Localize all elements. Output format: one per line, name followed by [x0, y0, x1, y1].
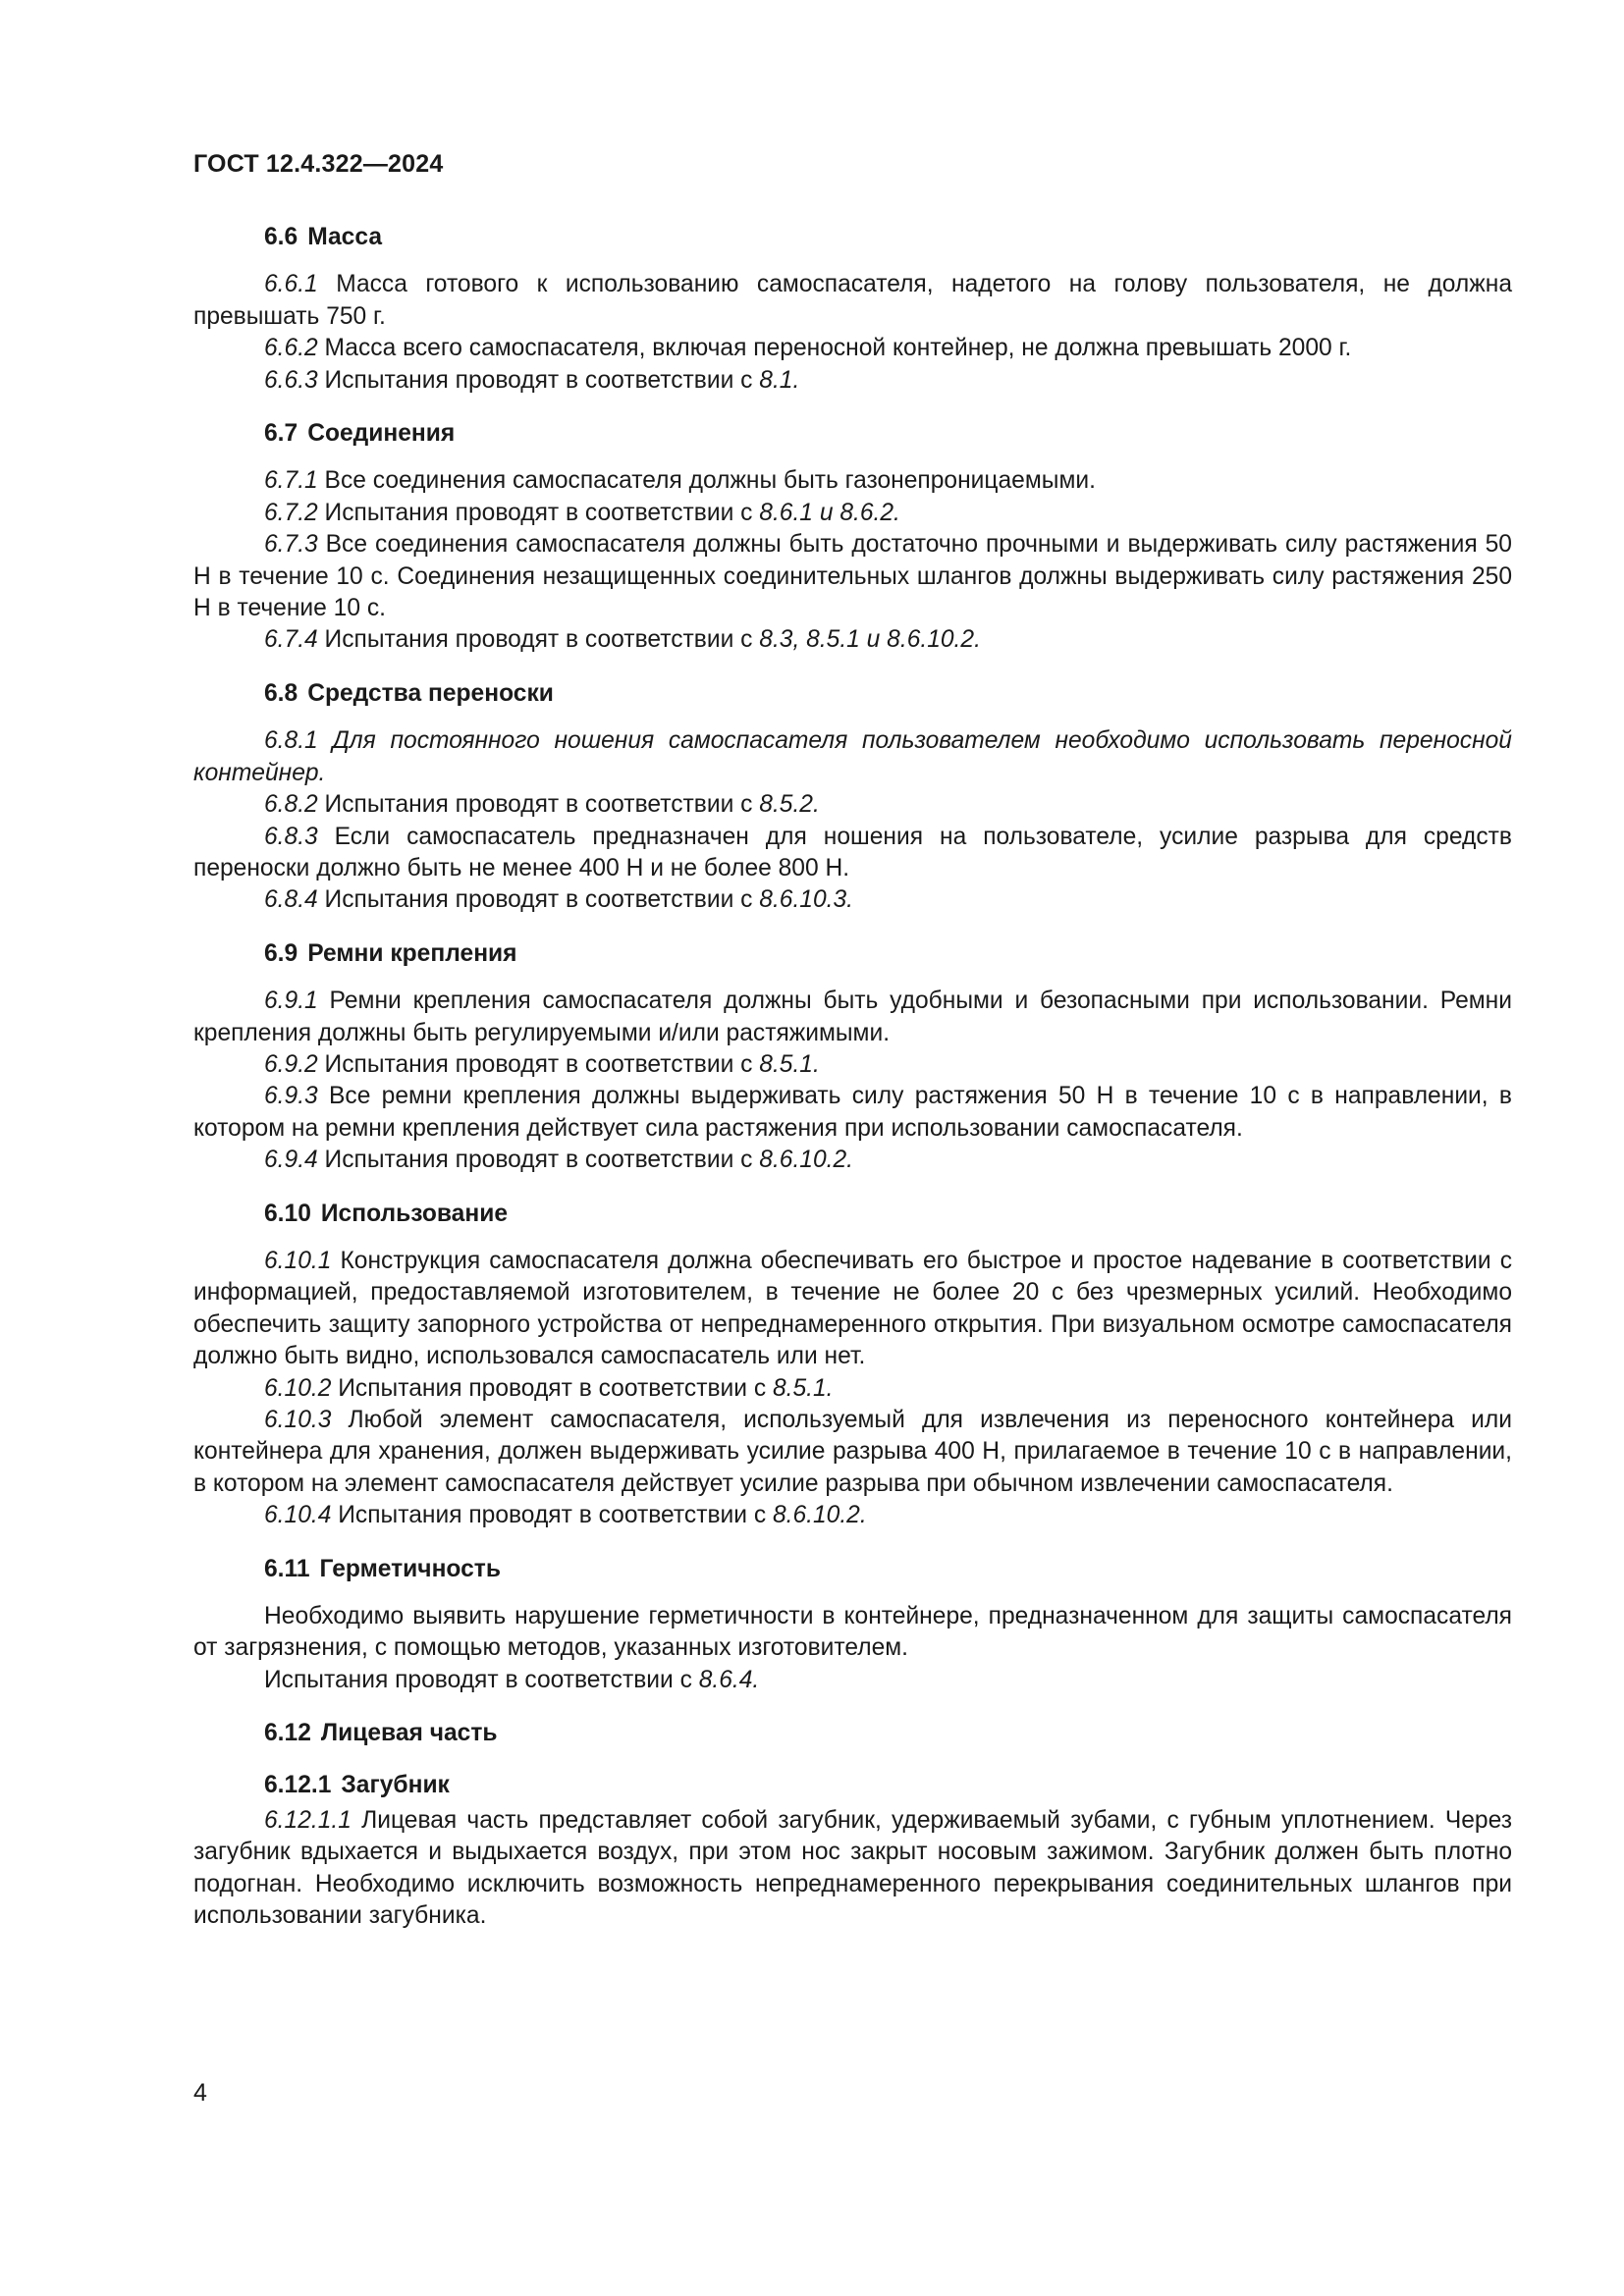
clause-text: Все соединения самоспасателя должны быть газонепроницаемыми. [324, 467, 1096, 495]
clause-paragraph [193, 1500, 1512, 1531]
section-title: Герметичность [319, 1555, 501, 1582]
section-title: Масса [307, 224, 383, 250]
clause-text: Все ремни крепления должны выдерживать силу растяжения 50 Н в течение 10 с в направлении, в котором на ремни крепления действует сила растяжения при использовании самоспасателя. [193, 1083, 1512, 1142]
section-number: 6.12.1 [264, 1771, 332, 1798]
section-heading [193, 1770, 1512, 1801]
section-heading [193, 1199, 1512, 1230]
clause-reference: 8.5.1. [759, 1050, 820, 1078]
clause-reference: 8.6.10.2. [759, 1147, 854, 1174]
clause-paragraph [193, 1049, 1512, 1081]
clause-number: 6.7.1 [264, 467, 318, 495]
clause-paragraph [193, 884, 1512, 916]
section-title: Средства переноски [307, 679, 554, 707]
clause-reference: 8.5.2. [759, 791, 820, 819]
clause-text: Необходимо выявить нарушение герметичности в контейнере, предназначенном для защиты самоспасателя от загрязнения, с помощью методов, указанных изготовителем. [193, 1603, 1512, 1662]
clause-text: Испытания проводят в соответствии с [324, 499, 753, 526]
section-title: Соединения [307, 420, 456, 448]
clause-text: Испытания проводят в соответствии с [324, 1050, 753, 1078]
clause-number: 6.8.2 [264, 791, 318, 819]
clause-text: Испытания проводят в соответствии с [324, 366, 753, 394]
clause-paragraph [193, 365, 1512, 397]
clause-number: 6.9.2 [264, 1050, 318, 1078]
clause-text: Ремни крепления самоспасателя должны быть удобными и безопасными при использовании. Ремни крепления должны быть регулируемыми и/или растяжимыми. [193, 988, 1512, 1046]
clause-number: 6.9.4 [264, 1147, 318, 1174]
document-body [193, 222, 1512, 1933]
clause-text: Испытания проводят в соответствии с [324, 1147, 753, 1174]
clause-text: Конструкция самоспасателя должна обеспечивать его быстрое и простое надевание в соответствии с информацией, предоставляемой изготовителем, в течение не более 20 с без чрезмерных усилий. Необходимо обеспечить защиту запорного устройства от непреднамеренного открытия. При визуальном осмотре самоспасателя должно быть видно, использовался самоспасатель или нет. [193, 1247, 1512, 1370]
clause-number: 6.10.4 [264, 1502, 332, 1529]
clause-paragraph [193, 789, 1512, 821]
clause-paragraph [193, 269, 1512, 333]
clause-text: Масса всего самоспасателя, включая переносной контейнер, не должна превышать 2000 г. [324, 335, 1352, 362]
clause-paragraph [193, 1601, 1512, 1665]
section-number: 6.12 [264, 1720, 311, 1747]
clause-paragraph [193, 465, 1512, 497]
clause-text: Испытания проводят в соответствии с [324, 791, 753, 819]
clause-number: 6.10.3 [264, 1407, 332, 1433]
section-number: 6.7 [264, 420, 298, 448]
section-title: Ремни крепления [307, 939, 517, 967]
clause-paragraph [193, 1665, 1512, 1696]
clause-number: 6.7.3 [264, 531, 318, 559]
section-heading [193, 1718, 1512, 1749]
clause-paragraph [193, 624, 1512, 656]
clause-paragraph [193, 529, 1512, 624]
clause-paragraph [193, 333, 1512, 364]
clause-text: Масса готового к использованию самоспасателя, надетого на голову пользователя, не должна превышать 750 г. [193, 271, 1512, 330]
clause-number: 6.7.4 [264, 626, 318, 654]
clause-text: Если самоспасатель предназначен для ношения на пользователе, усилие разрыва для средств переноски должно быть не менее 400 Н и не более 800 Н. [193, 823, 1512, 881]
clause-text: Лицевая часть представляет собой загубник, удерживаемый зубами, с губным уплотнением. Через загубник вдыхается и выдыхается воздух, при этом нос закрыт носовым зажимом. Загубник должен быть плотно подогнан. Необходимо исключить возможность непреднамеренного перекрывания соединительных шлангов при использовании загубника. [193, 1807, 1512, 1930]
clause-number: 6.10.2 [264, 1374, 332, 1402]
clause-text: Для постоянного ношения самоспасателя пользователем необходимо использовать переносной контейнер. [193, 727, 1512, 786]
clause-reference: 8.1. [759, 366, 800, 394]
clause-reference: 8.5.1. [772, 1374, 834, 1402]
clause-text: Любой элемент самоспасателя, используемый для извлечения из переносного контейнера или контейнера для хранения, должен выдерживать усилие разрыва 400 Н, прилагаемое в течение 10 с в направлении, в котором на элемент самоспасателя действует усилие разрыва при обычном извлечении самоспасателя. [193, 1407, 1512, 1497]
clause-paragraph [193, 1081, 1512, 1145]
clause-paragraph [193, 822, 1512, 885]
clause-number: 6.8.4 [264, 886, 318, 914]
page-number: 4 [193, 2079, 207, 2107]
clause-reference: 8.3, 8.5.1 и 8.6.10.2. [759, 626, 981, 654]
clause-reference: 8.6.4. [698, 1666, 760, 1693]
section-heading [193, 678, 1512, 710]
clause-reference: 8.6.10.3. [759, 886, 854, 914]
clause-number: 6.9.3 [264, 1083, 318, 1110]
clause-number: 6.8.1 [264, 727, 318, 755]
clause-number: 6.9.1 [264, 988, 318, 1015]
clause-paragraph [193, 1373, 1512, 1405]
section-number: 6.10 [264, 1200, 311, 1227]
clause-number: 6.10.1 [264, 1247, 332, 1274]
clause-number: 6.6.3 [264, 366, 318, 394]
clause-paragraph [193, 1405, 1512, 1500]
section-heading [193, 222, 1512, 253]
section-heading [193, 418, 1512, 450]
clause-paragraph [193, 1246, 1512, 1373]
clause-number: 6.8.3 [264, 823, 318, 850]
section-number: 6.8 [264, 679, 298, 707]
clause-number: 6.7.2 [264, 499, 318, 526]
section-number: 6.9 [264, 939, 298, 967]
clause-text: Испытания проводят в соответствии с [324, 886, 753, 914]
section-number: 6.6 [264, 224, 298, 250]
clause-text: Испытания проводят в соответствии с [338, 1374, 767, 1402]
clause-text: Все соединения самоспасателя должны быть достаточно прочными и выдерживать силу растяжения 50 Н в течение 10 с. Соединения незащищенных соединительных шлангов должны выдерживать силу растяжения 250 Н в течение 10 с. [193, 531, 1512, 622]
clause-reference: 8.6.1 и 8.6.2. [759, 499, 900, 526]
clause-paragraph [193, 1805, 1512, 1933]
document-header: ГОСТ 12.4.322—2024 [193, 150, 444, 178]
clause-paragraph [193, 725, 1512, 789]
clause-number: 6.6.1 [264, 271, 318, 298]
section-title: Загубник [341, 1771, 450, 1798]
section-number: 6.11 [264, 1555, 310, 1582]
clause-reference: 8.6.10.2. [772, 1502, 867, 1529]
section-title: Использование [320, 1200, 508, 1227]
clause-text: Испытания проводят в соответствии с [264, 1666, 692, 1693]
clause-paragraph [193, 986, 1512, 1049]
section-title: Лицевая часть [320, 1720, 498, 1747]
clause-number: 6.12.1.1 [264, 1807, 352, 1835]
clause-text: Испытания проводят в соответствии с [324, 626, 753, 654]
clause-text: Испытания проводят в соответствии с [338, 1502, 767, 1529]
section-heading [193, 1554, 1512, 1585]
clause-paragraph [193, 498, 1512, 529]
section-heading [193, 938, 1512, 970]
clause-paragraph [193, 1145, 1512, 1176]
clause-number: 6.6.2 [264, 335, 318, 362]
